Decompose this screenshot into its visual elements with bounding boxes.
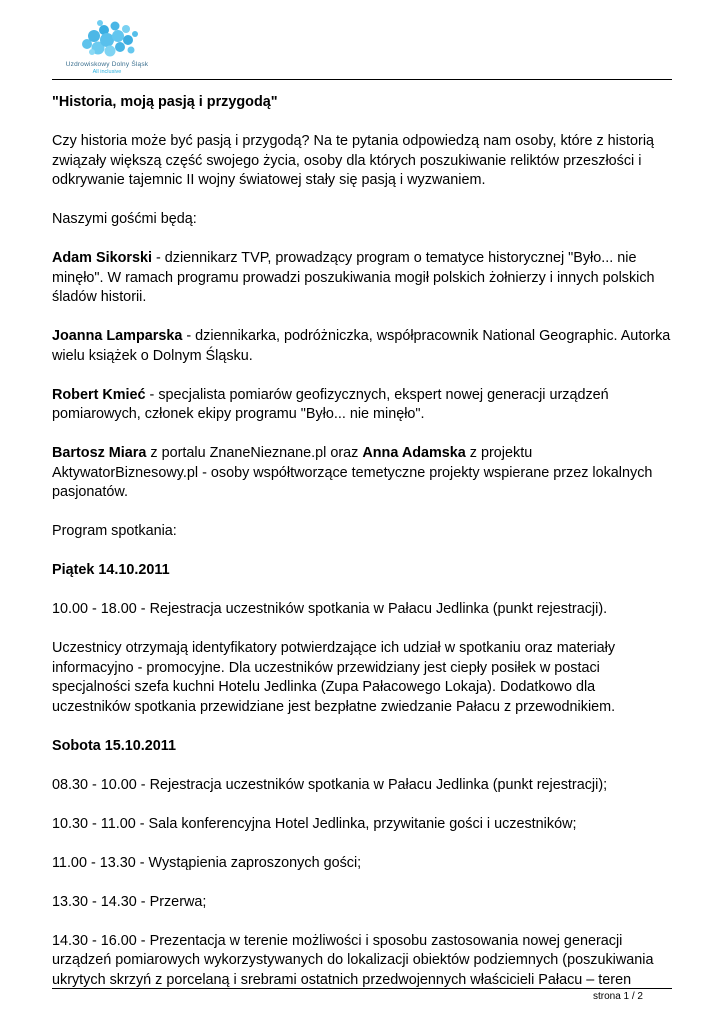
guest-entry: [52, 327, 672, 366]
intro-paragraph: Czy historia może być pasją i przygodą? Na te pytania odpowiedzą nam osoby, które z historią związały większą część swojego życia, osoby dla których poszukiwanie reliktów przeszłości i odkrywanie tajemnic II wojny światowej stały się pasją i wyzwaniem.: [52, 133, 655, 188]
page-number: strona 1 / 2: [592, 991, 643, 1002]
guest-description: - specjalista pomiarów geofizycznych, ekspert nowej generacji urządzeń pomiarowych, członek ekipy programu "Było... nie minęło".: [52, 386, 609, 422]
logo: [52, 14, 162, 76]
schedule-item: 13.30 - 14.30 - Przerwa;: [52, 893, 207, 910]
header-divider: [52, 79, 672, 80]
footer-divider: [52, 988, 672, 989]
guest-entry: [52, 386, 672, 425]
guest-name: Adam Sikorski: [52, 250, 152, 266]
program-heading: Program spotkania:: [52, 523, 177, 539]
schedule-item: 11.00 - 13.30 - Wystąpienia zaproszonych gości;: [52, 854, 362, 871]
schedule-item: 14.30 - 16.00 - Prezentacja w terenie możliwości i sposobu zastosowania nowej generacji urządzeń pomiarowych wykorzystywanych do lokalizacji obiektów podziemnych (poszukiwania ukrytych skrzyń z porcelaną i srebrami ostatnich przedwojennych właścicieli Pałacu – teren: [52, 932, 654, 988]
day-heading-friday: Piątek 14.10.2011: [52, 562, 170, 578]
guests-heading: Naszymi gośćmi będą:: [52, 211, 197, 227]
guest-description: - dziennikarka, podróżniczka, współpracownik National Geographic. Autorka wielu książek o Dolnym Śląsku.: [52, 328, 671, 364]
guest-description: - dziennikarz TVP, prowadzący program o tematyce historycznej "Było... nie minęło". W ramach programu prowadzi poszukiwania mogił polskich żołnierzy i innych polskich śladów historii.: [52, 250, 655, 305]
guest-name: Joanna Lamparska: [52, 328, 183, 344]
bubble-cluster-icon: [52, 14, 162, 62]
schedule-item: 10.30 - 11.00 - Sala konferencyjna Hotel Jedlinka, przywitanie gości i uczestników;: [52, 815, 577, 832]
logo-text: Uzdrowiskowy Dolny Śląsk: [65, 61, 149, 68]
guest-entry: [52, 249, 672, 308]
document-body: [52, 93, 672, 990]
document-title: "Historia, moją pasją i przygodą": [52, 94, 278, 110]
day-heading-saturday: Sobota 15.10.2011: [52, 737, 176, 754]
guest-name: Bartosz Miara: [52, 445, 147, 461]
guest-name: Anna Adamska: [362, 445, 466, 461]
logo-tagline: All inclusive: [92, 69, 122, 75]
guest-name: Robert Kmieć: [52, 386, 146, 403]
schedule-item: 08.30 - 10.00 - Rejestracja uczestników spotkania w Pałacu Jedlinka (punkt rejestracji);: [52, 776, 608, 793]
schedule-note: Uczestnicy otrzymają identyfikatory potwierdzające ich udział w spotkaniu oraz materiały informacyjno - promocyjne. Dla uczestników przewidziany jest ciepły posiłek w postaci specjalności szefa kuchni Hotelu Jedlinka (Zupa Pałacowego Lokaja). Dodatkowo dla uczestników spotkania przewidziane jest bezpłatne zwiedzanie Pałacu z przewodnikiem.: [52, 640, 616, 715]
schedule-item: 10.00 - 18.00 - Rejestracja uczestników spotkania w Pałacu Jedlinka (punkt rejestracji).: [52, 601, 608, 617]
guest-description: z projektu AktywatorBiznesowy.pl - osoby współtworzące temetyczne projekty wspierane przez lokalnych pasjonatów.: [52, 445, 653, 500]
guest-description: z portalu ZnaneNieznane.pl oraz: [146, 445, 363, 461]
guest-entry: [52, 444, 672, 503]
